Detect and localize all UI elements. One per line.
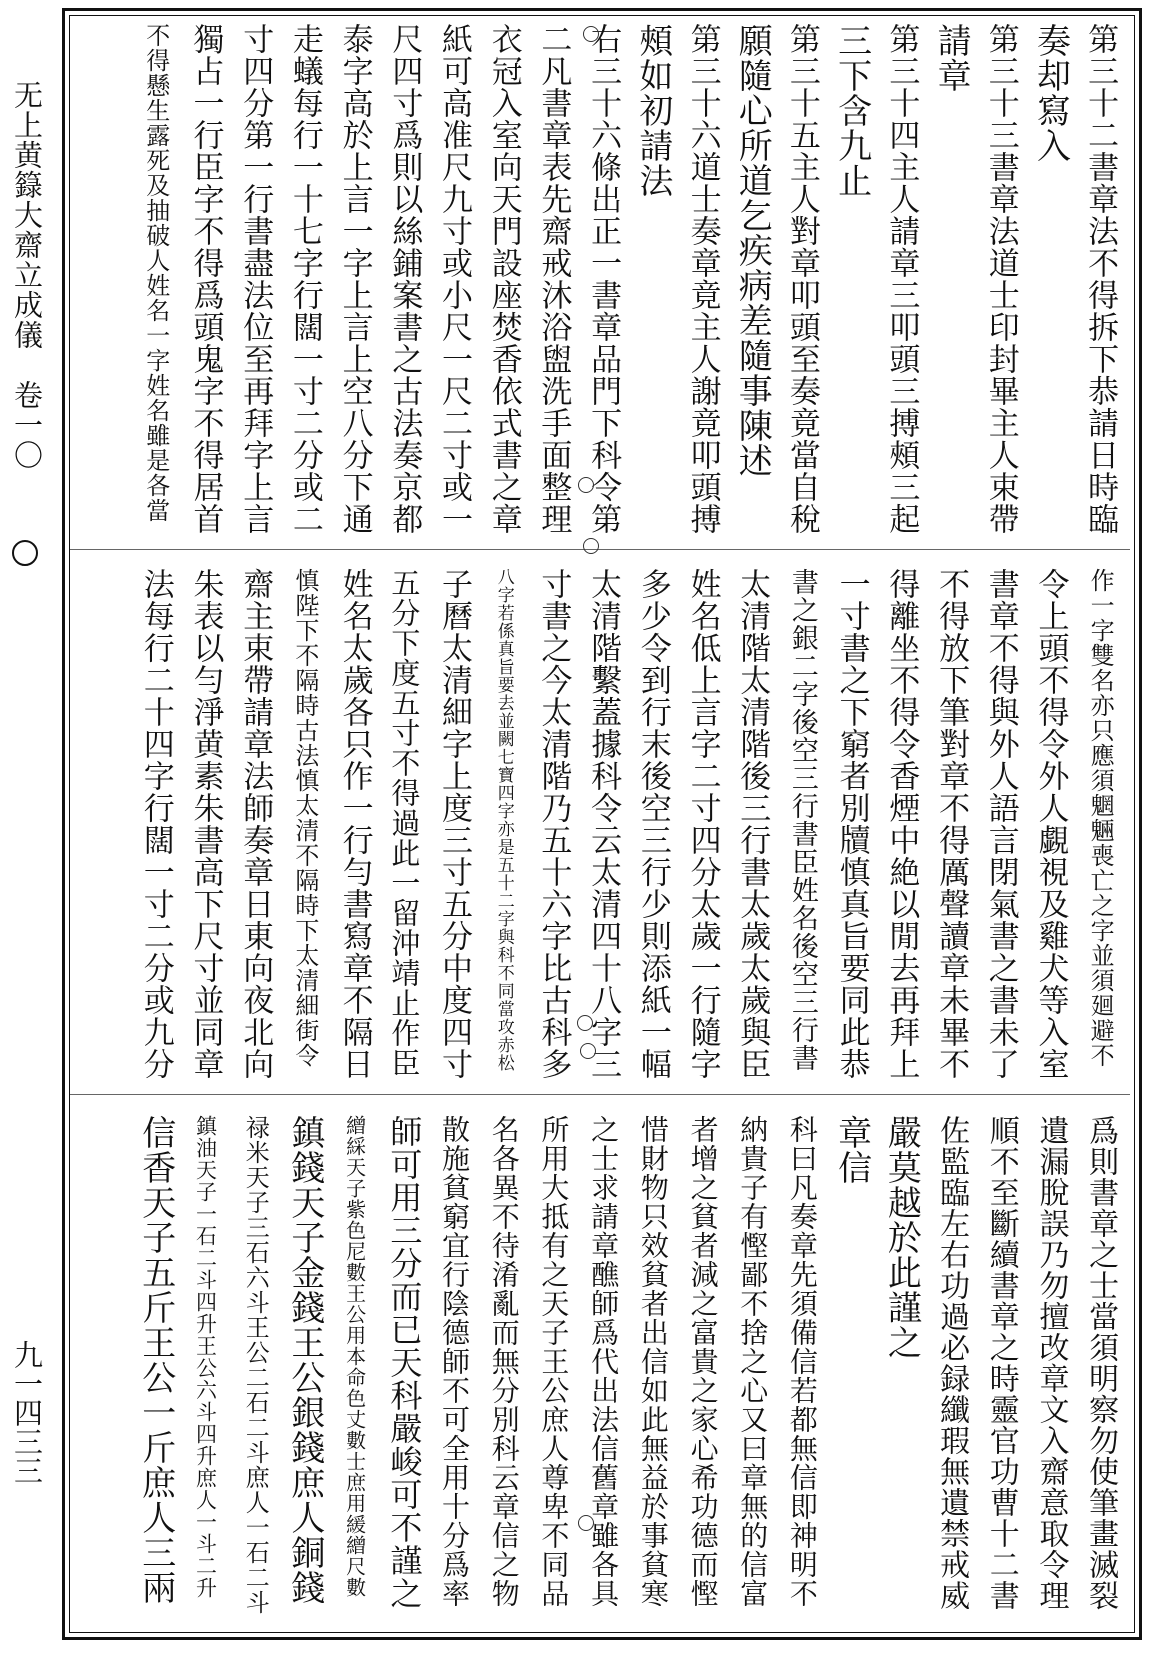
text-column: 獨占一行臣字不得爲頭鬼字不得居首: [187, 23, 224, 535]
text-column: 二凡書章表先齋戒沐浴盥洗手面整理: [535, 23, 572, 535]
text-column: 八字若係真旨要去並闕七寶四字亦是五十二字與科不同當攻赤松: [493, 568, 514, 1072]
upper-register: [65, 11, 1139, 551]
text-column: 法每行二十四字行闊一寸二分或九分: [137, 568, 174, 1080]
text-column: 鎮油天子一石二斗四升王公六斗四升庶人一斗二升: [193, 1115, 218, 1599]
text-column: 子曆太清細字上度三寸五分中度四寸: [436, 568, 472, 1080]
text-column: 爲則書章之士當須明察勿使筆畫滅裂: [1083, 1115, 1119, 1611]
text-column: 嚴莫越於此謹之: [881, 1115, 922, 1360]
text-column: 齋主束帶請章法師奏章日東向夜北向: [237, 568, 274, 1080]
circle-mark-icon: [577, 1015, 593, 1031]
page-frame: [62, 8, 1142, 1640]
text-column: 鎮錢天子金錢王公銀錢庶人銅錢: [284, 1115, 325, 1605]
text-column: 惜財物只效貧者出信如此無益於事貧寒: [636, 1115, 670, 1608]
text-column: 朱表以勻淨黄素朱書高下尺寸並同章: [187, 568, 224, 1080]
circle-mark-icon: [578, 477, 594, 493]
text-column: 走蟻每行一十七字行闊一寸二分或二: [286, 23, 323, 535]
text-column: 所用大抵有之天子王公庶人尊卑不同品: [537, 1115, 571, 1608]
circle-mark-icon: [12, 540, 38, 566]
text-column: 三下含九止: [831, 23, 872, 198]
register-divider: [70, 1094, 1130, 1095]
text-column: 順不至斷續書章之時靈官功曹十二書: [983, 1115, 1019, 1611]
text-column: 名各異不待淆亂而無分別科云章信之物: [487, 1115, 521, 1608]
page-number: 九一四三三: [10, 1340, 44, 1485]
text-column: 請章: [931, 23, 972, 93]
text-column: 頰如初請法: [632, 23, 673, 198]
text-column: 第三十六道士奏章竟主人謝竟叩頭搏: [684, 23, 721, 535]
text-column: 禄米天子三石六斗王公二石二斗庶人一石二斗: [241, 1115, 270, 1615]
text-column: 第三十四主人請章三叩頭三搏頰三起: [883, 23, 920, 535]
text-column: 章信: [831, 1115, 872, 1185]
running-title: 无上黄籙大齋立成儀 卷一〇: [10, 80, 44, 470]
text-column: 紙可高准尺九寸或小尺一尺二寸或一: [436, 23, 472, 535]
lower-register: [65, 1101, 1139, 1636]
text-column: 之士求請章醮師爲代出法信舊章雖各具: [587, 1115, 621, 1608]
text-column: 遺漏脫誤乃勿擅改章文入齋意取令理: [1033, 1115, 1069, 1611]
circle-mark-icon: [578, 1515, 594, 1531]
text-column: 第三十二書章法不得拆下恭請日時臨: [1082, 23, 1119, 535]
text-column: 佐監臨左右功過必録纖瑕無遺禁戒威: [934, 1115, 970, 1611]
text-column: 繒綵天子紫色尼數王公用本命色丈數士庶用緩繒尺數: [342, 1115, 367, 1598]
text-column: 師可用三分而已天科嚴峻可不謹之: [385, 1115, 424, 1610]
text-column: 不得放下筆對章不得厲聲讀章未畢不: [933, 568, 970, 1080]
text-column: 得離坐不得令香煙中絶以閒去再拜上: [883, 568, 920, 1080]
text-column: 令上頭不得令外人覷視及雞犬等入室: [1032, 568, 1069, 1080]
text-column: 寸書之今太清階乃五十六字比古科多: [535, 568, 572, 1080]
text-column: 願隨心所道乞疾病差隨事陳述: [732, 23, 773, 478]
text-column: 科曰凡奏章先須備信若都無信即神明不: [785, 1115, 819, 1608]
text-column: 右三十六條出正一書章品門下科令第: [585, 23, 622, 535]
circle-mark-icon: [583, 26, 599, 42]
text-column: 寸四分第一行書盡法位至再拜字上言: [237, 23, 274, 535]
circle-mark-icon: [580, 1043, 596, 1059]
text-column: 奏却寫入: [1030, 23, 1071, 163]
register-divider: [70, 549, 1130, 550]
text-column: 姓名低上言字二寸四分太歲一行隨字: [684, 568, 721, 1080]
text-column: 五分下度五寸不得過此一留沖靖止作臣: [387, 568, 422, 1078]
text-column: 慎陛下不隔時古法慎太清不隔時下太清細街令: [290, 568, 319, 1068]
text-column: 第三十五主人對章叩頭至奏竟當自稅: [783, 23, 820, 535]
text-column: 書之銀二字後空三行書臣姓名後空三行書: [786, 568, 818, 1072]
text-column: 者增之貧者減之富貴之家心希功德而慳: [686, 1115, 720, 1608]
text-column: 納貴子有慳鄙不捨之心又曰章無的信富: [736, 1115, 770, 1608]
text-column: 不得懸生露死及抽破人姓名一字姓名雖是各當: [141, 23, 170, 523]
text-column: 衣冠入室向天門設座焚香依式書之章: [485, 23, 522, 535]
middle-register: [65, 556, 1139, 1096]
text-column: 信香天子五斤王公一斤庶人三兩: [135, 1115, 176, 1605]
text-column: 尺四寸爲則以絲鋪案書之古法奏京都: [386, 23, 423, 535]
text-column: 書章不得與外人語言閉氣書之書未了: [982, 568, 1019, 1080]
circle-mark-icon: [583, 538, 599, 554]
text-column: 散施貧窮宜行陰德師不可全用十分爲率: [438, 1115, 471, 1608]
text-column: 姓名太歲各只作一行勻書寫章不隔日: [336, 568, 373, 1080]
text-column: 第三十三書章法道士印封畢主人束帶: [982, 23, 1019, 535]
text-column: 太清階太清階後三行書太歲太歲與臣: [734, 568, 771, 1080]
text-column: 多少令到行末後空三行少則添紙一幅: [634, 568, 671, 1080]
text-column: 太清階繫蓋據科令云太清四十八字三: [585, 568, 622, 1080]
text-column: 泰字高於上言一字上言上空八分下通: [336, 23, 373, 535]
text-column: 作一字雙名亦只應須魍魎喪亡之字並須廻避不: [1086, 568, 1115, 1068]
text-column: 一寸書之下窮者別牘慎真旨要同此恭: [833, 568, 870, 1080]
